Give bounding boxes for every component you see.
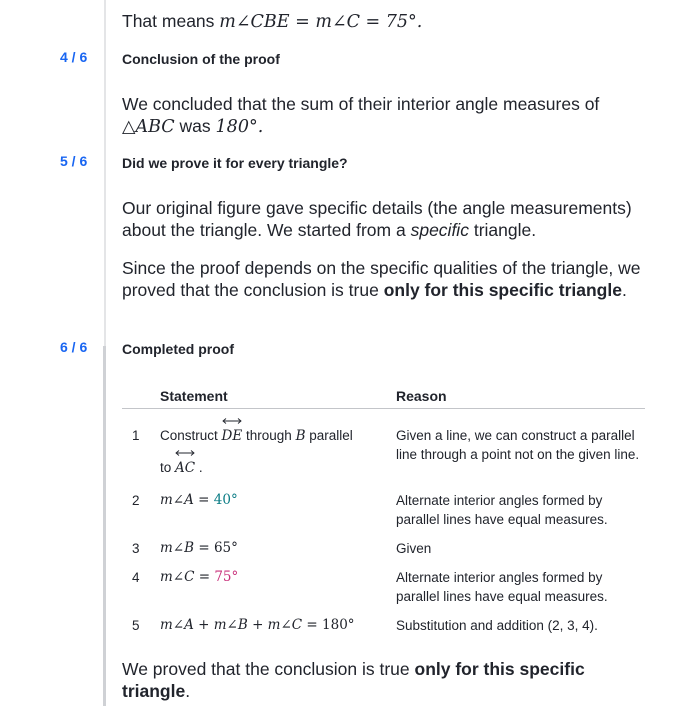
reason-cell: Substitution and addition (2, 3, 4). <box>396 618 598 633</box>
step-title-5: Did we prove it for every triangle? <box>122 155 348 171</box>
step-4-paragraph: We concluded that the sum of their interior angle measures of △ABC was 180°. <box>122 94 600 137</box>
step-5-paragraph-1: Our original figure gave specific details (the angle measurements) about the triangle. We started from a specific triangle. <box>122 198 632 240</box>
left-rail-active <box>103 346 106 706</box>
step-number-4: 4 / 6 <box>60 49 88 65</box>
reason-cell: Given <box>396 541 432 556</box>
table-row: 1 Construct DE through B parallel to AC . Given a line, we can construct a parallel line through a point not on the given line. <box>122 426 645 488</box>
double-arrow-icon <box>175 450 195 456</box>
reason-cell: Alternate interior angles formed by parallel lines have equal measures. <box>396 570 608 604</box>
statement-cell: m∠C = 75° <box>160 569 239 585</box>
reason-cell: Alternate interior angles formed by parallel lines have equal measures. <box>396 493 608 527</box>
step-title-4: Conclusion of the proof <box>122 51 280 67</box>
reason-header: Reason <box>396 388 447 404</box>
step-title-6: Completed proof <box>122 341 234 357</box>
top-line: That means m∠CBE = m∠C = 75°. <box>122 11 423 32</box>
step-5-paragraph-2: Since the proof depends on the specific qualities of the triangle, we proved that the conclusion is true only for this specific triangle. <box>122 258 641 300</box>
step-number-6: 6 / 6 <box>60 339 88 355</box>
statement-cell: Construct DE through B parallel to AC . <box>160 426 382 478</box>
final-conclusion: We proved that the conclusion is true only for this specific triangle. <box>122 659 585 701</box>
step-number-5: 5 / 6 <box>60 153 88 169</box>
header-divider <box>122 408 645 409</box>
reason-cell: Given a line, we can construct a parallel line through a point not on the given line. <box>396 428 640 462</box>
line-DE: DE <box>222 427 243 446</box>
table-row: 2 m∠A = 40° Alternate interior angles formed by parallel lines have equal measures. <box>122 491 645 531</box>
line-AC: AC <box>175 459 195 478</box>
statement-cell: m∠B = 65° <box>160 540 238 556</box>
statement-cell: m∠A = 40° <box>160 492 238 508</box>
statement-header: Statement <box>160 388 228 404</box>
statement-cell: m∠A + m∠B + m∠C = 180° <box>160 617 355 633</box>
table-row: 3 m∠B = 65° Given <box>122 539 645 561</box>
table-row: 4 m∠C = 75° Alternate interior angles formed by parallel lines have equal measures. <box>122 568 645 608</box>
table-row: 5 m∠A + m∠B + m∠C = 180° Substitution and addition (2, 3, 4). <box>122 616 645 638</box>
double-arrow-icon <box>222 418 242 424</box>
